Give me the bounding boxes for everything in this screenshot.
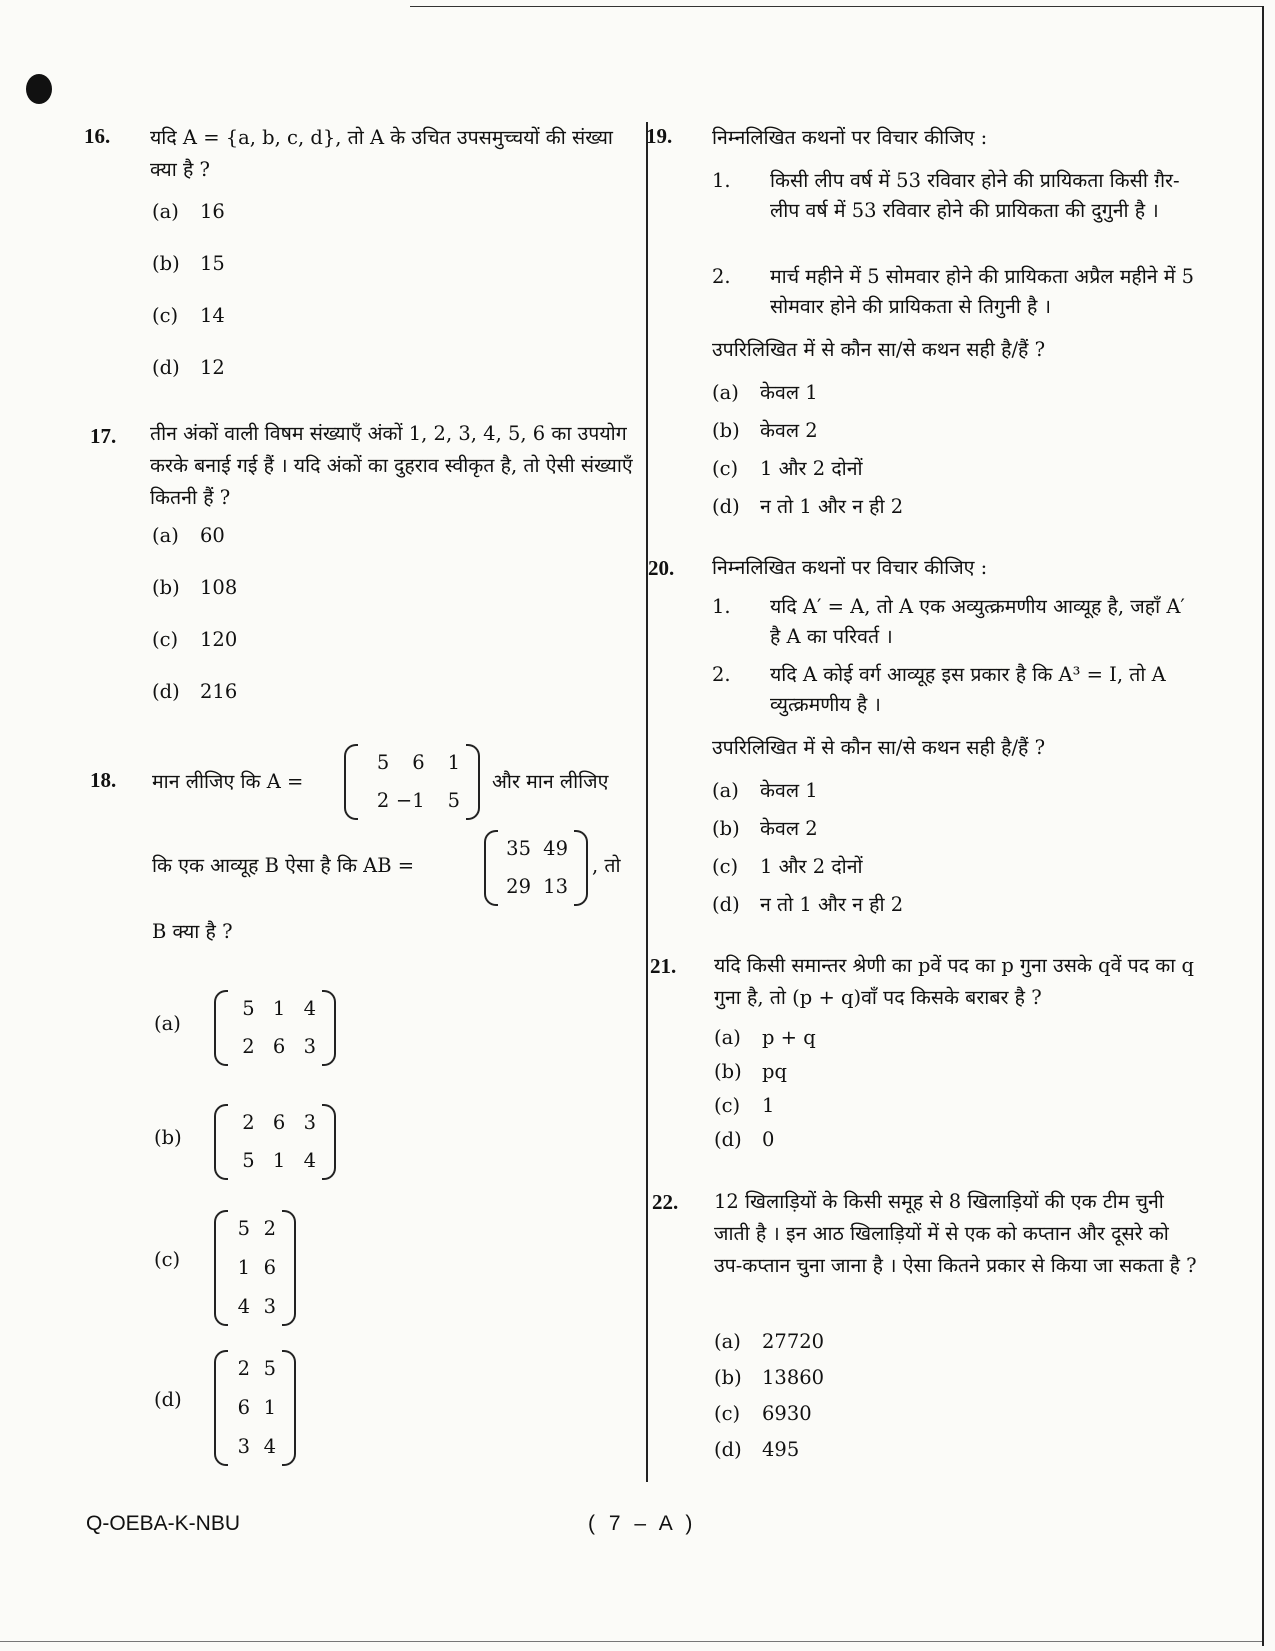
- option-label: (d): [714, 1438, 742, 1461]
- option-value: केवल 2: [760, 817, 818, 840]
- option-value: pq: [762, 1060, 787, 1083]
- option-label: (b): [712, 419, 740, 442]
- option-d[interactable]: [152, 356, 225, 379]
- option-b[interactable]: [152, 252, 225, 275]
- option-c[interactable]: [154, 1248, 180, 1271]
- matrix-cell: 35: [506, 837, 531, 860]
- matrix-cell: 6: [237, 1396, 250, 1419]
- question-number: 21.: [650, 954, 677, 978]
- matrix-left-paren: [484, 830, 498, 906]
- option-c[interactable]: [714, 1094, 774, 1117]
- question-number: 22.: [652, 1190, 679, 1214]
- option-label: (d): [712, 495, 740, 518]
- matrix-cell: 2: [242, 1111, 255, 1134]
- matrix-cell: 5: [376, 751, 390, 774]
- question-text-part-1: मान लीजिए कि A =: [152, 770, 304, 793]
- matrix-right-paren: [322, 990, 336, 1066]
- option-d[interactable]: [712, 890, 903, 917]
- matrix-cell: 5: [242, 1149, 255, 1172]
- option-label: (d): [154, 1388, 182, 1411]
- column-divider: [646, 122, 648, 1482]
- matrix-ab: [484, 830, 588, 906]
- matrix-cell: 1: [272, 997, 286, 1020]
- option-label: (a): [152, 524, 179, 547]
- matrix-cell: 3: [237, 1434, 250, 1458]
- option-value: 1 और 2 दोनों: [760, 457, 863, 480]
- option-value: 1: [762, 1094, 775, 1117]
- matrix-cell: −1: [395, 789, 425, 812]
- question-text: उपरिलिखित में से कौन सा/से कथन सही है/हैं ?: [712, 736, 1046, 759]
- option-d[interactable]: [714, 1128, 774, 1151]
- option-value: 495: [762, 1438, 800, 1461]
- matrix-cell: 4: [303, 1149, 316, 1172]
- option-label: (c): [712, 855, 739, 878]
- matrix-left-paren: [214, 1210, 228, 1326]
- option-label: (a): [152, 200, 179, 223]
- matrix-cell: 6: [272, 1111, 286, 1134]
- matrix-cell: 1: [272, 1149, 286, 1172]
- option-label: (b): [154, 1126, 182, 1149]
- option-value: p + q: [762, 1026, 816, 1049]
- matrix-right-paren: [574, 830, 588, 906]
- page-number: ( 7 – A ): [588, 1512, 697, 1535]
- option-value: 16: [200, 200, 225, 223]
- option-value: 12: [200, 356, 225, 379]
- option-c[interactable]: [712, 454, 863, 481]
- option-b[interactable]: [714, 1060, 787, 1083]
- option-c[interactable]: [714, 1402, 812, 1425]
- matrix-cell: 5: [447, 789, 460, 812]
- option-value: केवल 1: [760, 779, 818, 802]
- question-text: 12 खिलाड़ियों के किसी समूह से 8 खिलाड़ियों की एक टीम चुनी जाती है । इन आठ खिलाड़ियों में से एक को कप्तान और दूसरे को उप-कप्तान चुना जाना है । ऐसा कितने प्रकार से किया जा सकता है ?: [714, 1190, 1197, 1277]
- option-d[interactable]: [714, 1438, 799, 1461]
- matrix-left-paren: [344, 744, 358, 820]
- question-number: 17.: [90, 424, 117, 448]
- option-value: 13860: [762, 1366, 825, 1389]
- matrix-cell: 5: [242, 997, 255, 1020]
- matrix-right-paren: [282, 1350, 296, 1466]
- question-text-part-5: B क्या है ?: [152, 920, 233, 943]
- option-d[interactable]: [154, 1388, 182, 1411]
- matrix-left-paren: [214, 1350, 228, 1466]
- option-label: (d): [152, 680, 180, 703]
- option-label: (d): [712, 893, 740, 916]
- option-value: केवल 2: [760, 419, 818, 442]
- matrix-cell: 2: [237, 1357, 250, 1381]
- question-text-part-4: , तो: [592, 854, 621, 877]
- option-value: 216: [200, 680, 238, 703]
- option-c[interactable]: [152, 304, 225, 327]
- option-label: (c): [152, 628, 179, 651]
- option-value: 1 और 2 दोनों: [760, 855, 863, 878]
- matrix-cell: 2: [242, 1035, 255, 1058]
- option-b[interactable]: [714, 1366, 824, 1389]
- statement-1: [712, 592, 1196, 652]
- option-label: (b): [714, 1060, 742, 1083]
- option-a[interactable]: [712, 776, 818, 803]
- question-intro: निम्नलिखित कथनों पर विचार कीजिए :: [712, 556, 988, 579]
- option-d[interactable]: [152, 680, 237, 703]
- matrix-left-paren: [214, 1104, 228, 1180]
- statement-number: 1.: [712, 595, 731, 618]
- question-text: तीन अंकों वाली विषम संख्याएँ अंकों 1, 2, 3, 4, 5, 6 का उपयोग करके बनाई गई हैं । यदि अंकों का दुहराव स्वीकृत है, तो ऐसी संख्याएँ कितनी हैं ?: [150, 422, 633, 509]
- option-c[interactable]: [152, 628, 237, 651]
- question-text: उपरिलिखित में से कौन सा/से कथन सही है/हैं ?: [712, 338, 1046, 361]
- matrix-cell: 29: [506, 875, 531, 898]
- statement-number: 2.: [712, 663, 731, 686]
- option-value: 14: [200, 304, 225, 327]
- matrix-right-paren: [282, 1210, 296, 1326]
- option-d[interactable]: [712, 492, 903, 519]
- statement-text: किसी लीप वर्ष में 53 रविवार होने की प्रायिकता किसी ग़ैर-लीप वर्ष में 53 रविवार होने की प्रायिकता की दुगुनी है ।: [770, 169, 1180, 222]
- option-label: (c): [152, 304, 179, 327]
- option-c[interactable]: [712, 852, 863, 879]
- option-label: (d): [152, 356, 180, 379]
- option-label: (c): [714, 1094, 741, 1117]
- option-b-matrix: [214, 1104, 336, 1180]
- option-a[interactable]: [152, 524, 225, 547]
- option-label: (a): [714, 1330, 741, 1353]
- matrix-cell: 13: [543, 875, 568, 898]
- option-b[interactable]: [712, 416, 818, 443]
- matrix-cell: 1: [263, 1396, 276, 1419]
- option-value: 0: [762, 1128, 775, 1151]
- matrix-cell: 1: [237, 1256, 250, 1279]
- option-value: 120: [200, 628, 238, 651]
- page-frame-top: [410, 6, 1262, 7]
- option-label: (b): [712, 817, 740, 840]
- matrix-cell: 5: [237, 1217, 250, 1241]
- option-value: 108: [200, 576, 238, 599]
- scan-mark: [26, 74, 52, 104]
- matrix-cell: 3: [303, 1111, 316, 1134]
- option-b[interactable]: [152, 576, 237, 599]
- option-label: (c): [154, 1248, 181, 1271]
- option-value: 60: [200, 524, 225, 547]
- statement-number: 1.: [712, 169, 731, 192]
- option-label: (a): [712, 381, 739, 404]
- statement-text: यदि A कोई वर्ग आव्यूह इस प्रकार है कि A³ = I, तो A व्युत्क्रमणीय है ।: [770, 663, 1166, 716]
- option-b[interactable]: [712, 814, 818, 841]
- option-d-matrix: [214, 1350, 296, 1466]
- matrix-left-paren: [214, 990, 228, 1066]
- option-a[interactable]: [714, 1330, 824, 1353]
- option-label: (b): [152, 576, 180, 599]
- option-value: 27720: [762, 1330, 825, 1353]
- matrix-cell: 2: [376, 789, 390, 812]
- option-label: (b): [152, 252, 180, 275]
- matrix-cell: 4: [237, 1294, 250, 1318]
- option-a[interactable]: [152, 200, 225, 223]
- matrix-cell: 4: [303, 997, 316, 1020]
- matrix-cell: 6: [263, 1256, 276, 1279]
- statement-number: 2.: [712, 265, 731, 288]
- matrix-cell: 5: [263, 1357, 276, 1381]
- matrix-right-paren: [322, 1104, 336, 1180]
- option-value: न तो 1 और न ही 2: [760, 495, 904, 518]
- option-label: (a): [714, 1026, 741, 1049]
- option-label: (b): [714, 1366, 742, 1389]
- option-a[interactable]: [714, 1026, 816, 1049]
- statement-2: [712, 262, 1196, 322]
- option-a-matrix: [214, 990, 336, 1066]
- option-label: (d): [714, 1128, 742, 1151]
- paper-code: Q-OEBA-K-NBU: [86, 1512, 241, 1535]
- matrix-cell: 4: [263, 1434, 276, 1458]
- option-label: (a): [154, 1012, 181, 1035]
- question-text: यदि किसी समान्तर श्रेणी का pवें पद का p गुना उसके qवें पद का q गुना है, तो (p + q)वाँ पद किसके बराबर है ?: [714, 954, 1194, 1009]
- matrix-cell: 6: [272, 1035, 286, 1058]
- matrix-right-paren: [466, 744, 480, 820]
- option-label: (a): [712, 779, 739, 802]
- page-frame-right: [1262, 6, 1264, 1646]
- matrix-a: [344, 744, 480, 820]
- statement-text: मार्च महीने में 5 सोमवार होने की प्रायिकता अप्रैल महीने में 5 सोमवार होने की प्रायिकता से तिगुनी है ।: [770, 265, 1195, 318]
- question-text: यदि A = {a, b, c, d}, तो A के उचित उपसमुच्चयों की संख्या क्या है ?: [150, 126, 613, 181]
- matrix-cell: 2: [263, 1217, 276, 1241]
- question-number: 18.: [90, 768, 117, 792]
- option-a[interactable]: [712, 378, 818, 405]
- matrix-cell: 3: [303, 1035, 316, 1058]
- statement-text: यदि A′ = A, तो A एक अव्युत्क्रमणीय आव्यूह है, जहाँ A′ है A का परिवर्त ।: [770, 595, 1185, 648]
- question-number: 20.: [648, 556, 675, 580]
- matrix-cell: 49: [543, 837, 568, 860]
- question-text-part-3: कि एक आव्यूह B ऐसा है कि AB =: [152, 854, 415, 877]
- matrix-cell: 6: [412, 751, 425, 774]
- question-intro: निम्नलिखित कथनों पर विचार कीजिए :: [712, 126, 988, 149]
- matrix-cell: 3: [263, 1294, 276, 1318]
- page-frame-bottom: [0, 1641, 1262, 1642]
- question-number: 16.: [84, 124, 111, 148]
- option-b[interactable]: [154, 1126, 182, 1149]
- option-value: 6930: [762, 1402, 812, 1425]
- question-number: 19.: [646, 124, 673, 148]
- option-label: (c): [714, 1402, 741, 1425]
- option-value: न तो 1 और न ही 2: [760, 893, 904, 916]
- statement-1: [712, 166, 1196, 246]
- question-text-part-2: और मान लीजिए: [492, 770, 609, 793]
- option-a[interactable]: [154, 1012, 181, 1035]
- option-label: (c): [712, 457, 739, 480]
- option-value: केवल 1: [760, 381, 818, 404]
- statement-2: [712, 660, 1196, 720]
- option-c-matrix: [214, 1210, 296, 1326]
- matrix-cell: 1: [447, 751, 460, 774]
- option-value: 15: [200, 252, 225, 275]
